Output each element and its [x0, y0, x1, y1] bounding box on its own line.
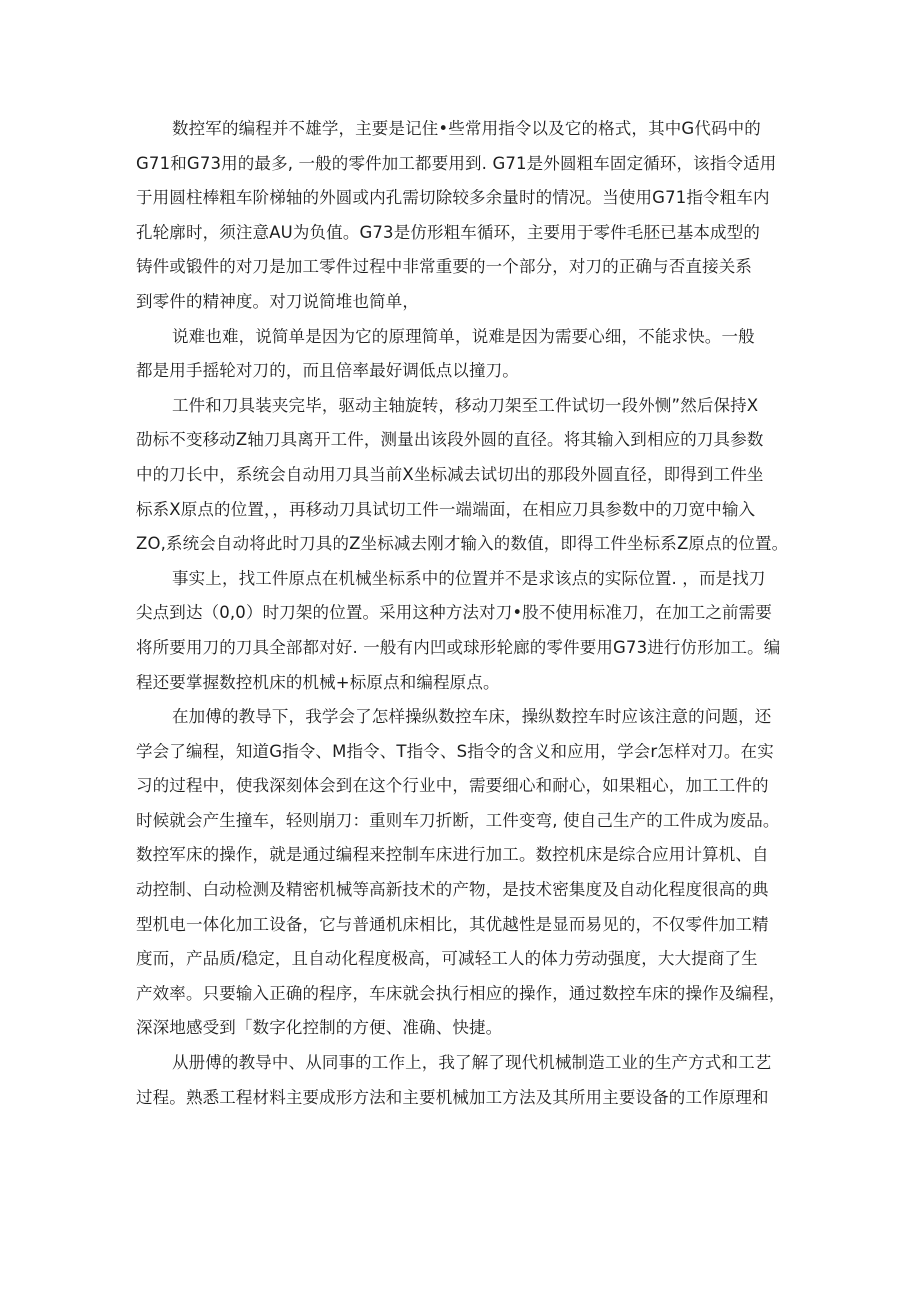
paragraph [136, 562, 796, 700]
text-line: 动控制、白动检测及精密机械等高新技术的产物，是技术密集度及自动化程度很高的典 [136, 880, 769, 900]
text-line: 工件和刀具装夹完毕，驱动主轴旋转，移动刀架至工件试切一段外恻”然后保持X [172, 395, 759, 415]
text-line: 到零件的精神度。对刀说简堆也简单， [136, 291, 420, 311]
text-line: 于用圆柱棒粗车阶梯轴的外圆或内孔需切除较多余量时的情况。当使用G71指令粗车内 [136, 188, 770, 208]
text-line: 型机电一体化加工设备，它与普通机床相比，其优越性是显而易见的，不仅零件加工精 [136, 914, 769, 934]
text-line: 都是用手摇轮对刀的，而且倍率最好调低点以撞刀。 [136, 361, 519, 381]
paragraph [136, 700, 796, 1046]
text-line: 中的刀长中，系统会自动用刀具当前X坐标减去试切出的那段外圆直径，即得到工件坐 [136, 464, 764, 484]
paragraph [136, 320, 796, 389]
text-line: 时候就会产生撞车，轻则崩刀：重则车刀折断，工件变弯, 使自己生产的工件成为废品。 [136, 810, 780, 830]
text-line: 事实上，找工件原点在机械坐标系中的位置并不是求该点的实际位置. ，而是找刀 [172, 568, 766, 588]
text-line: 将所要用刀的刀具全部都对好. 一般有内凹或球形轮廊的零件要用G73进行仿形加工。编 [136, 637, 781, 657]
text-line: 劭标不变移动Z轴刀具离开工件，测量出该段外圆的直径。将其输入到相应的刀具参数 [136, 430, 764, 450]
text-line: 深深地感受到「数字化控制的方便、准确、快捷。 [136, 1018, 503, 1038]
text-line: 说难也难，说简单是因为它的原理简单，说难是因为需要心细，不能求快。一般 [172, 326, 755, 346]
text-line: 从册傅的教导中、从同事的工作上，我了解了现代机械制造工业的生产方式和工艺 [172, 1053, 772, 1073]
text-line: 数控军的编程并不雄学，主要是记住•些常用指令以及它的格式，其中G代码中的 [172, 119, 761, 138]
text-line: 孔轮廓时，须注意AU为负值。G73是仿形粗车循环，主要用于零件毛胚已基本成型的 [136, 222, 760, 242]
text-line: 标系X原点的位置，，再移动刀具试切工件一端端面，在相应刀具参数中的刀宽中输入 [136, 499, 756, 519]
paragraph [136, 112, 796, 320]
text-line: G71和G73用的最多, 一般的零件加工都要用到. G71是外圆粗车固定循环，该指令适用 [136, 153, 777, 173]
text-line: 度而，产品质/稳定，且自动化程度极高，可减轻工人的体力劳动强度，大大提商了生 [136, 949, 758, 969]
paragraph [136, 1046, 796, 1115]
text-line: 产效率。只要输入正确的程序，车床就会执行相应的操作，通过数控车床的操作及编程， [136, 983, 786, 1003]
text-line: 学会了编程，知道G指令、M指令、T指令、S指令的含义和应用，学会r怎样对刀。在实 [136, 741, 774, 761]
text-line: 程还要掌握数控机床的机械+标原点和编程原点。 [136, 672, 500, 692]
text-line: 在加傅的教导下，我学会了怎样操纵数控车床，操纵数控车时应该注意的问题，还 [172, 707, 772, 727]
text-line: 习的过程中，使我深刻体会到在这个行业中，需要细心和耐心，如果粗心，加工工件的 [136, 776, 769, 796]
text-line: ZO,系统会自动将此时刀具的Z坐标减去刚才输入的数值，即得工件坐标系Z原点的位置。 [136, 534, 789, 554]
text-line: 过程。熟悉工程材料主要成形方法和主要机械加工方法及其所用主要设备的工作原理和 [136, 1087, 769, 1107]
text-line: 尖点到达（0,0）时刀架的位置。采用这种方法对刀•股不使用标准刀，在加工之前需要 [136, 603, 772, 623]
document-body [136, 112, 796, 1115]
paragraph [136, 389, 796, 562]
text-line: 数控军床的操作，就是通过编程来控制车床进行加工。数控机床是综合应用计算机、自 [136, 845, 769, 865]
text-line: 铸件或锻件的对刀是加工零件过程中非常重要的一个部分，对刀的正确与否直接关系 [136, 257, 753, 277]
